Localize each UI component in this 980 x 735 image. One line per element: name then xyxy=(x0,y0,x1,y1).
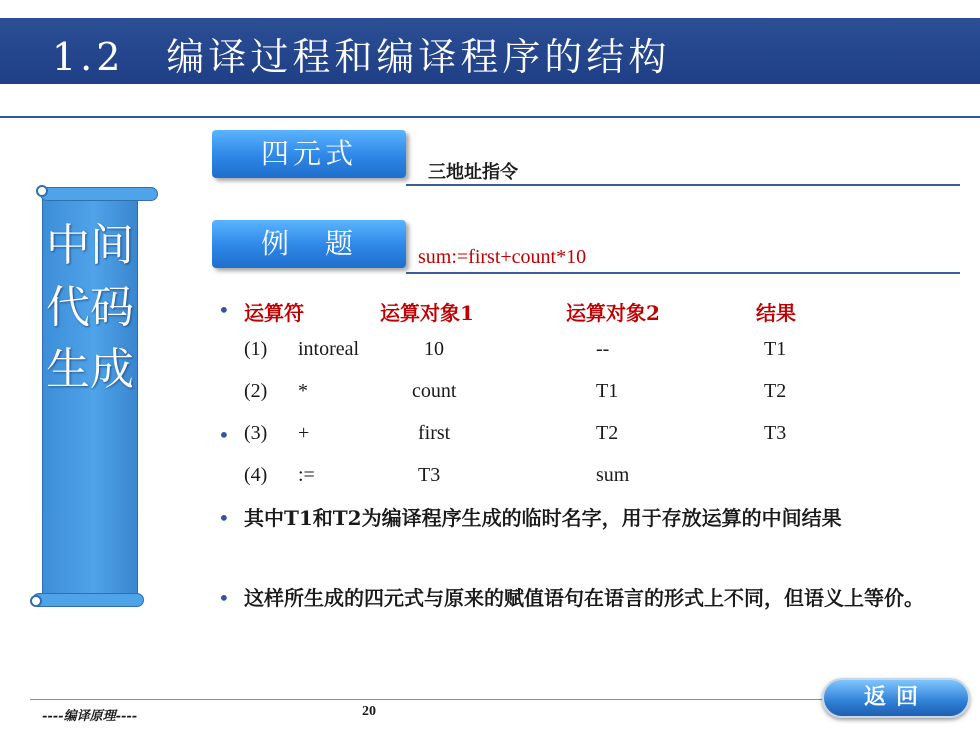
tab-quadruple[interactable]: 四元式 xyxy=(212,130,406,178)
operand-1: 10 xyxy=(424,338,444,360)
column-header: 运算对象1 xyxy=(380,301,474,325)
operator: * xyxy=(298,380,308,402)
scroll-title: 中间代码生成 xyxy=(46,220,134,395)
page-number: 20 xyxy=(362,704,376,719)
operand-1: T3 xyxy=(418,464,441,486)
scroll-bottom-roll xyxy=(32,593,144,607)
operand-2: T2 xyxy=(596,422,619,444)
operand-1: first xyxy=(418,422,451,444)
tab-example[interactable]: 例 题 xyxy=(212,220,406,268)
operator: := xyxy=(298,464,315,486)
vertical-scroll-banner xyxy=(30,185,160,615)
row-number: (3) xyxy=(244,422,268,444)
operand-2: T1 xyxy=(596,380,619,402)
title-bar xyxy=(0,18,980,84)
bullet-icon: • xyxy=(218,298,230,322)
operand-2: -- xyxy=(596,338,610,360)
row-number: (1) xyxy=(244,338,268,360)
tab-description: 三地址指令 xyxy=(428,162,518,183)
column-header: 运算符 xyxy=(244,301,304,325)
course-name: ----编译原理---- xyxy=(42,709,138,724)
scroll-curl-icon xyxy=(30,595,42,607)
operator: intoreal xyxy=(298,338,360,360)
result: T3 xyxy=(764,422,787,444)
operator: + xyxy=(298,422,310,444)
row-number: (4) xyxy=(244,464,268,486)
back-button[interactable]: 返回 xyxy=(822,678,970,718)
column-header: 结果 xyxy=(756,301,796,325)
title-divider xyxy=(0,116,980,118)
bullet-icon: • xyxy=(218,586,230,610)
scroll-top-roll xyxy=(40,187,158,201)
note-paragraph: 其中T1和T2为编译程序生成的临时名字，用于存放运算的中间结果 xyxy=(244,506,842,530)
page-title: 1.2 编译过程和编译程序的结构 xyxy=(52,35,671,79)
column-header: 运算对象2 xyxy=(566,301,660,325)
result: T1 xyxy=(764,338,787,360)
footer-divider xyxy=(30,699,830,700)
row-number: (2) xyxy=(244,380,268,402)
scroll-curl-icon xyxy=(36,185,48,197)
result: T2 xyxy=(764,380,787,402)
bullet-icon: • xyxy=(218,423,230,447)
operand-2: sum xyxy=(596,464,630,486)
tab-underline xyxy=(406,184,960,186)
operand-1: count xyxy=(412,380,457,402)
note-paragraph: 这样所生成的四元式与原来的赋值语句在语言的形式上不同，但语义上等价。 xyxy=(244,586,924,610)
tab-underline xyxy=(406,272,960,274)
example-expression: sum:=first+count*10 xyxy=(418,246,587,268)
bullet-icon: • xyxy=(218,506,230,530)
